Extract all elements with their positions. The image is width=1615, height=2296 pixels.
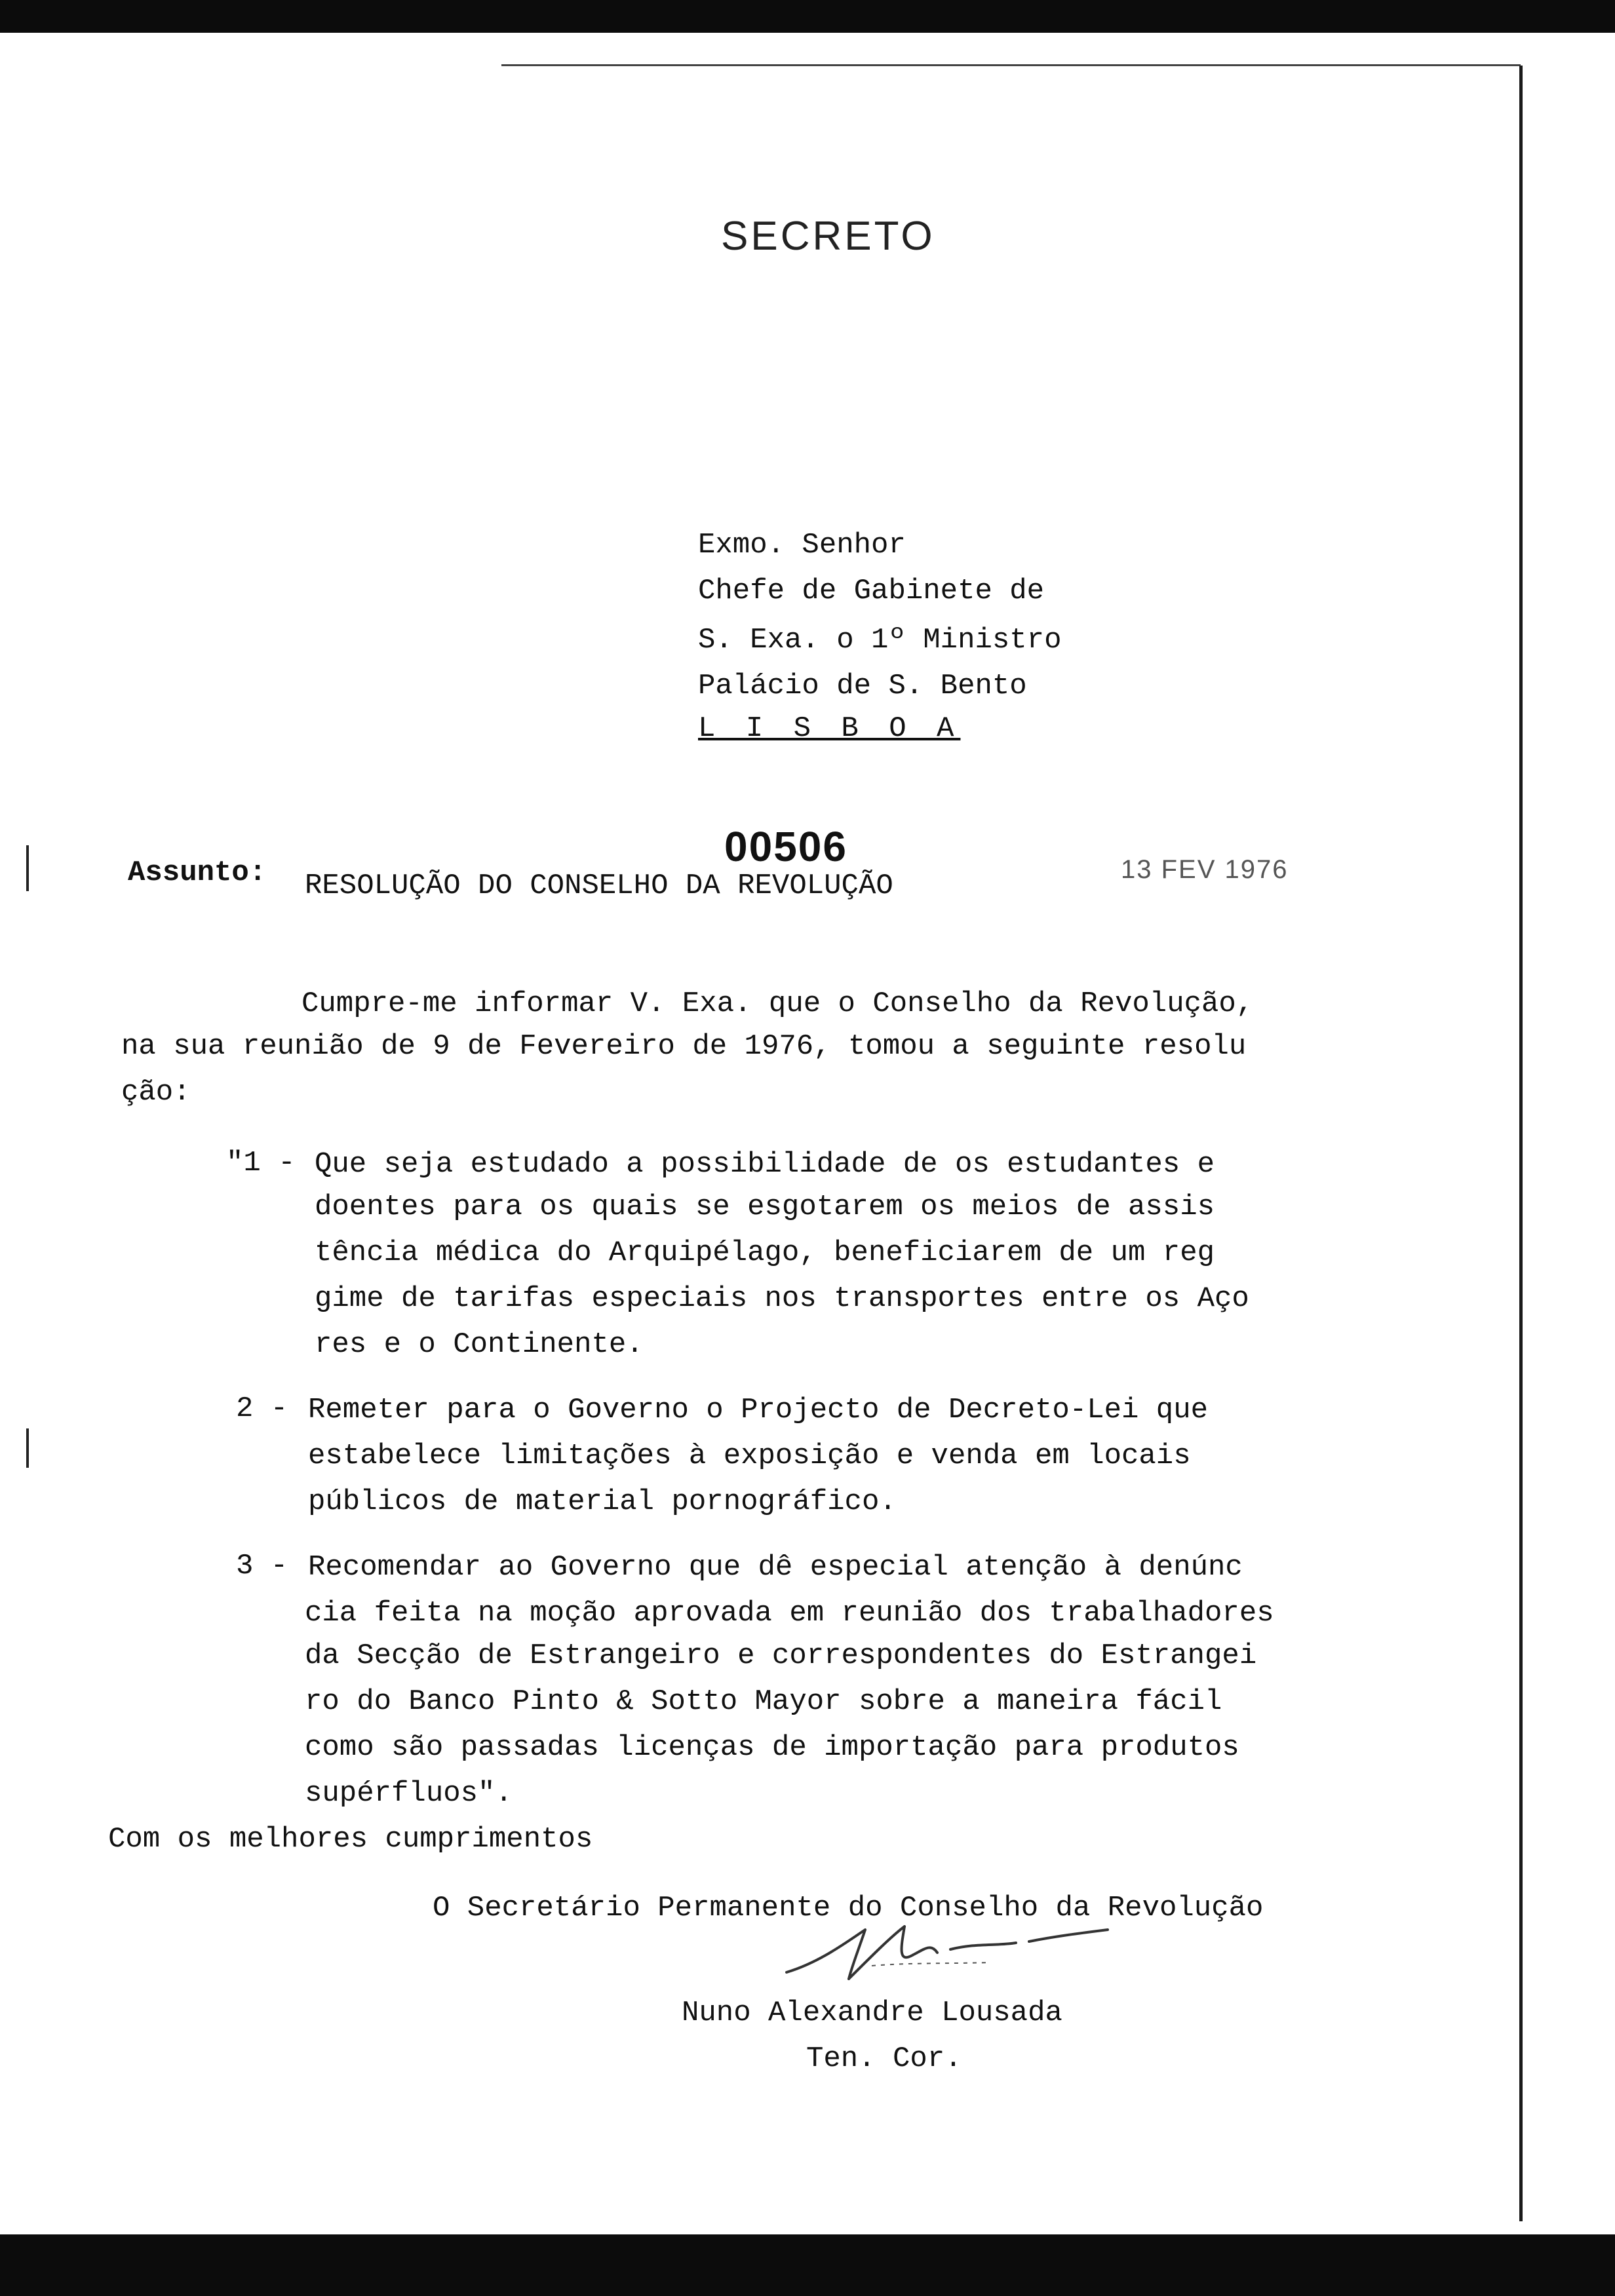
intro-line: na sua reunião de 9 de Fevereiro de 1976, tomou a seguinte resolu	[121, 1030, 1247, 1063]
recipient-line: S. Exa. o 1º Ministro	[698, 624, 1062, 657]
document-number: 00506	[724, 823, 847, 870]
signatory-rank: Ten. Cor.	[806, 2042, 962, 2075]
scan-line-top	[501, 64, 1521, 66]
signatory-name: Nuno Alexandre Lousada	[682, 1997, 1062, 2029]
item-line: doentes para os quais se esgotarem os meios de assis	[315, 1191, 1215, 1223]
scan-edge-mark	[26, 1428, 29, 1468]
scan-border-right	[1519, 66, 1523, 2221]
intro-line: ção:	[121, 1076, 191, 1109]
classification-heading: SECRETO	[721, 214, 935, 259]
recipient-city: L I S B O A	[698, 712, 961, 745]
handwritten-signature	[780, 1917, 1121, 1989]
item-line: Recomendar ao Governo que dê especial atenção à denúnc	[308, 1551, 1243, 1584]
signatory-title: O Secretário Permanente do Conselho da Revolução	[433, 1892, 1264, 1924]
item-line: tência médica do Arquipélago, beneficiarem de um reg	[315, 1236, 1215, 1269]
scan-border-top	[0, 0, 1615, 33]
recipient-line: Palácio de S. Bento	[698, 670, 1027, 702]
scan-border-bottom	[0, 2234, 1615, 2296]
item-line: estabelece limitações à exposição e venda em locais	[308, 1440, 1191, 1472]
item-line: cia feita na moção aprovada em reunião dos trabalhadores	[305, 1597, 1274, 1630]
scan-edge-mark	[26, 845, 29, 891]
item-number: 2 -	[236, 1392, 288, 1425]
item-line: supérfluos".	[305, 1777, 513, 1810]
item-line: como são passadas licenças de importação para produtos	[305, 1731, 1239, 1764]
item-line: Remeter para o Governo o Projecto de Decreto-Lei que	[308, 1394, 1209, 1426]
date-stamp: 13 FEV 1976	[1121, 855, 1289, 884]
item-line: públicos de material pornográfico.	[308, 1485, 897, 1518]
item-line: gime de tarifas especiais nos transportes entre os Aço	[315, 1282, 1249, 1315]
closing-salutation: Com os melhores cumprimentos	[108, 1823, 593, 1856]
item-line: da Secção de Estrangeiro e correspondentes do Estrangei	[305, 1639, 1257, 1672]
subject-label: Assunto:	[128, 856, 267, 889]
item-number: "1 -	[226, 1147, 296, 1179]
subject-text: RESOLUÇÃO DO CONSELHO DA REVOLUÇÃO	[305, 870, 893, 902]
intro-line: Cumpre-me informar V. Exa. que o Conselho da Revolução,	[302, 987, 1254, 1020]
item-number: 3 -	[236, 1550, 288, 1582]
item-line: Que seja estudado a possibilidade de os estudantes e	[315, 1148, 1215, 1181]
item-line: res e o Continente.	[315, 1328, 644, 1361]
recipient-line: Chefe de Gabinete de	[698, 575, 1045, 607]
item-line: ro do Banco Pinto & Sotto Mayor sobre a maneira fácil	[305, 1685, 1222, 1718]
recipient-line: Exmo. Senhor	[698, 529, 906, 562]
